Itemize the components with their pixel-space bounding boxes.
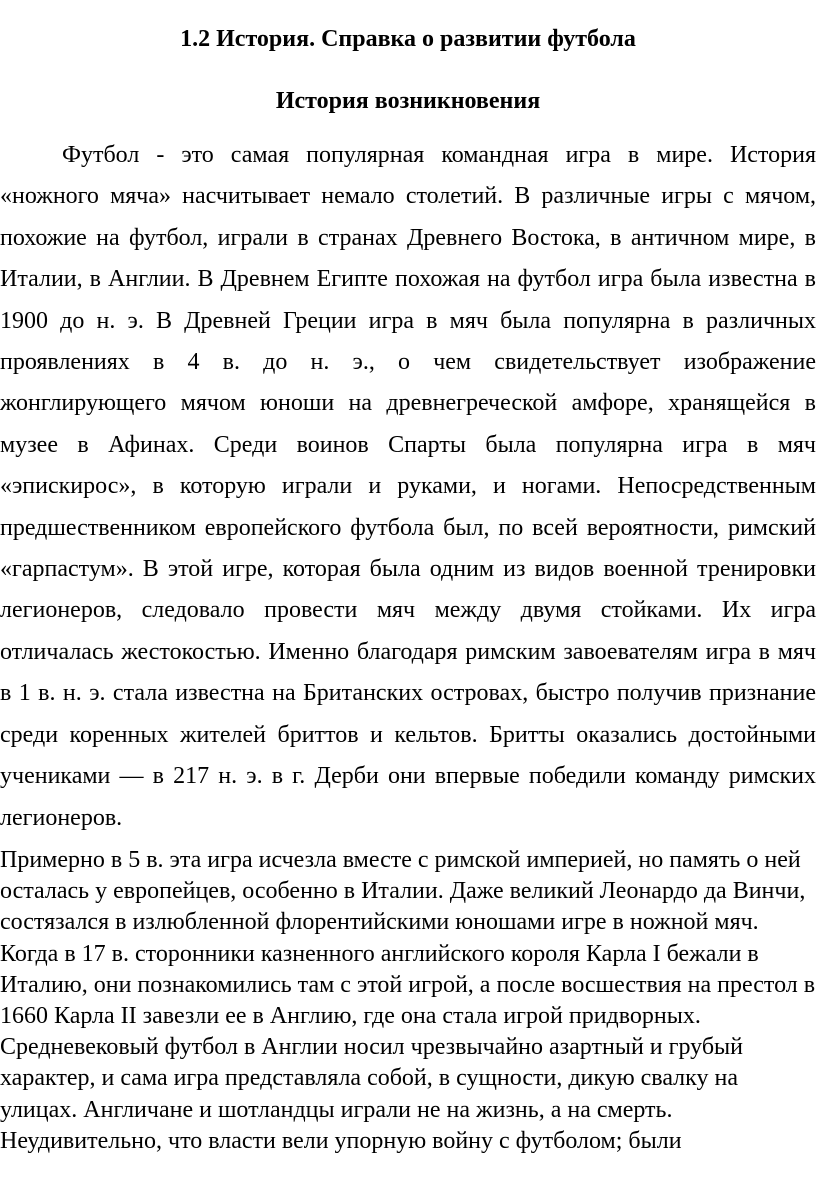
section-heading: 1.2 История. Справка о развитии футбола (180, 26, 636, 52)
paragraph-1: Футбол - это самая популярная командная игра в мире. История «ножного мяча» насчитывает немало столетий. В различные игры с мячом, похожие на футбол, играли в странах Древнего Востока, в античном мире, в Италии, в Англии. В Древнем Египте похожая на футбол игра была известна в 1900 до н. э. В Древней Греции игра в мяч была популярна в различных проявлениях в 4 в. до н. э., о чем свидетельствует изображение жонглирующего мячом юноши на древнегреческой амфоре, хранящейся в музее в Афинах. Среди воинов Спарты была популярна игра в мяч «эпискирос», в которую играли и руками, и ногами. Непосредственным предшественником европейского футбола был, по всей вероятности, римский «гарпастум». В этой игре, которая была одним из видов военной тренировки легионеров, следовало провести мяч между двумя стойками. Их игра отличалась жестокостью. Именно благодаря римским завоевателям игра в мяч в 1 в. н. э. стала известна на Британских островах, быстро получив признание среди коренных жителей бриттов и кельтов. Бритты оказались достойными учениками — в 217 н. э. в г. Дерби они впервые победили команду римских легионеров. (0, 142, 816, 831)
paragraph-2: Примерно в 5 в. эта игра исчезла вместе с римской империей, но память о ней осталась у европейцев, особенно в Италии. Даже великий Леонардо да Винчи, состязался в излюбленной флорентийскими юношами игре в ножной мяч. Когда в 17 в. сторонники казненного английского короля Карла I бежали в Италию, они познакомились там с этой игрой, а после восшествия на престол в 1660 Карла II завезли ее в Англию, где она стала игрой придворных. Средневековый футбол в Англии носил чрезвычайно азартный и грубый характер, и сама игра представляла собой, в сущности, дикую свалку на улицах. Англичане и шотландцы играли не на жизнь, а на смерть. Неудивительно, что власти вели упорную войну с футболом; были (0, 847, 816, 1154)
subsection-heading: История возникновения (275, 88, 541, 114)
